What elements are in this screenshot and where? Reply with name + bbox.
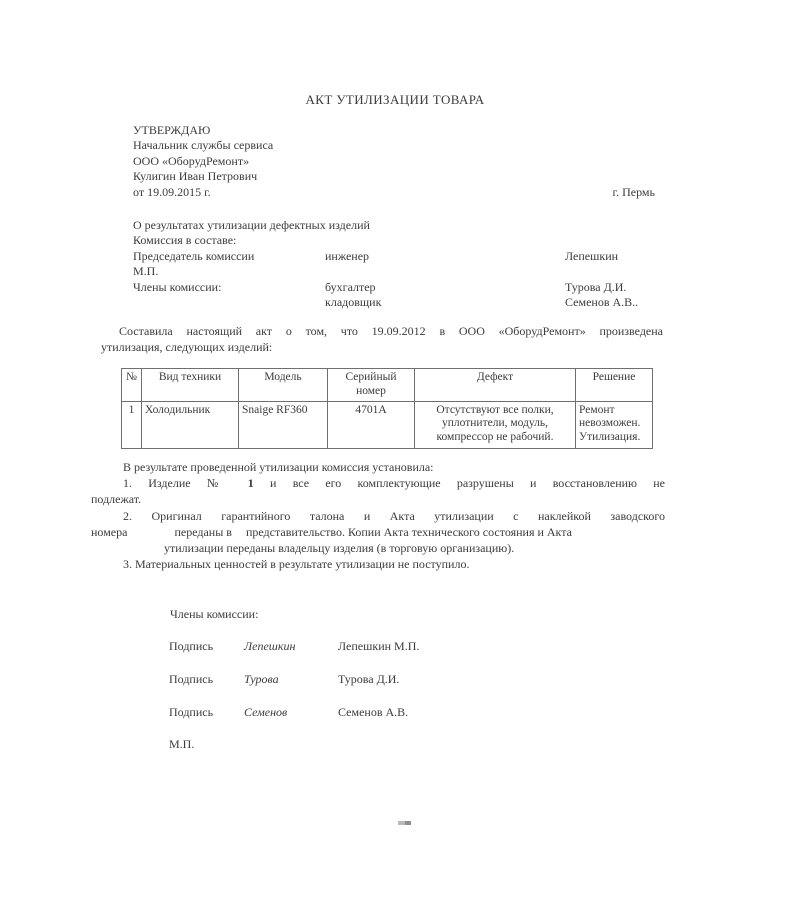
finding-2-rest: представительство. Копии Акта технического состояния и Акта	[245, 524, 572, 539]
finding-item-1-line-2: подлежат.	[91, 492, 142, 507]
cell-serial: 4701A	[328, 401, 415, 448]
commission-role: Члены комиссии:	[133, 279, 222, 294]
header-decision: Решение	[576, 369, 653, 402]
statement-line-2: утилизация, следующих изделий:	[101, 339, 273, 354]
approval-date: от 19.09.2015 г.	[133, 184, 211, 199]
approver-company: ООО «ОборудРемонт»	[133, 153, 250, 168]
signature-handwriting: Семенов	[244, 705, 288, 719]
signature-label: Подпись	[169, 672, 214, 686]
signature-handwriting: Турова	[244, 672, 279, 686]
findings-intro: В результате проведенной утилизации комиссия установила:	[123, 460, 434, 474]
commission-position: инженер	[325, 248, 370, 263]
commission-role: М.П.	[133, 264, 159, 279]
document-subject: О результатах утилизации дефектных изделий	[133, 218, 370, 232]
finding-2-word-nomera: номера	[91, 524, 128, 539]
header-model: Модель	[239, 369, 328, 402]
cell-decision: Ремонт невозможен. Утилизация.	[576, 401, 653, 448]
statement-line-1: Составила настоящий акт о том, что 19.09.2012 в ООО «ОборудРемонт» произведена	[119, 324, 663, 338]
finding-1-bold-number: 1	[247, 476, 254, 491]
approver-position: Начальник службы сервиса	[133, 138, 274, 153]
commission-name: Турова Д.И.	[565, 279, 627, 294]
approver-name: Кулигин Иван Петрович	[133, 169, 258, 184]
cell-model: Snaige RF360	[239, 401, 328, 448]
commission-role: Председатель комиссии	[133, 248, 255, 263]
table-row	[122, 401, 653, 448]
header-number: №	[122, 369, 142, 402]
commission-list	[133, 249, 665, 311]
table-header-row	[122, 369, 653, 402]
commission-name	[565, 264, 665, 279]
commission-block	[133, 218, 665, 310]
header-defect: Дефект	[415, 369, 576, 402]
signature-label: Подпись	[169, 639, 214, 653]
finding-2-peredany: переданы в	[174, 524, 232, 539]
finding-1-text: 1. Изделие №	[123, 476, 248, 491]
commission-name: Семенов А.В..	[565, 295, 639, 310]
statement-paragraph	[101, 324, 663, 355]
signature-printed-name: Лепешкин М.П.	[338, 639, 420, 653]
commission-position: бухгалтер	[325, 279, 376, 294]
cell-defect: Отсутствуют все полки, уплотнители, модуль, компрессор не рабочий.	[415, 401, 576, 448]
signature-printed-name: Турова Д.И.	[338, 672, 400, 686]
commission-name: Лепешкин	[565, 248, 619, 263]
finding-item-2-line-2	[91, 524, 665, 540]
signature-label: Подпись	[169, 705, 214, 719]
disposal-items-table	[121, 368, 653, 449]
commission-position	[325, 264, 565, 279]
finding-1-text-cont: и все его комплектующие разрушены и восстановлению не	[253, 476, 665, 491]
document-title: АКТ УТИЛИЗАЦИИ ТОВАРА	[305, 92, 485, 107]
header-type: Вид техники	[142, 369, 239, 402]
findings-section	[91, 459, 665, 572]
signature-printed-name: Семенов А.В.	[338, 705, 409, 719]
signatures-heading: Члены комиссии:	[170, 607, 259, 621]
signature-handwriting: Лепешкин	[244, 639, 296, 653]
approval-block	[133, 123, 655, 200]
approval-word: УТВЕРЖДАЮ	[133, 123, 211, 137]
finding-item-2-line-1: 2. Оригинал гарантийного талона и Акта утилизации с наклейкой заводского	[123, 508, 665, 523]
finding-item-1-line-1	[91, 475, 665, 491]
commission-role	[133, 295, 325, 310]
stamp-placeholder: М.П.	[169, 737, 195, 751]
document-city: г. Пермь	[612, 184, 655, 199]
finding-item-3: 3. Материальных ценностей в результате утилизации не поступило.	[123, 557, 470, 572]
signatures-list	[169, 639, 419, 721]
approval-date-city-row	[133, 185, 655, 200]
finding-item-2-line-3: утилизации переданы владельцу изделия (в торговую организацию).	[164, 541, 515, 556]
cell-number: 1	[122, 401, 142, 448]
commission-intro: Комиссия в составе:	[133, 233, 237, 248]
header-serial: Серийный номер	[328, 369, 415, 402]
page-footer-mark	[398, 821, 411, 825]
commission-position: кладовщик	[325, 295, 382, 310]
cell-type: Холодильник	[142, 401, 239, 448]
